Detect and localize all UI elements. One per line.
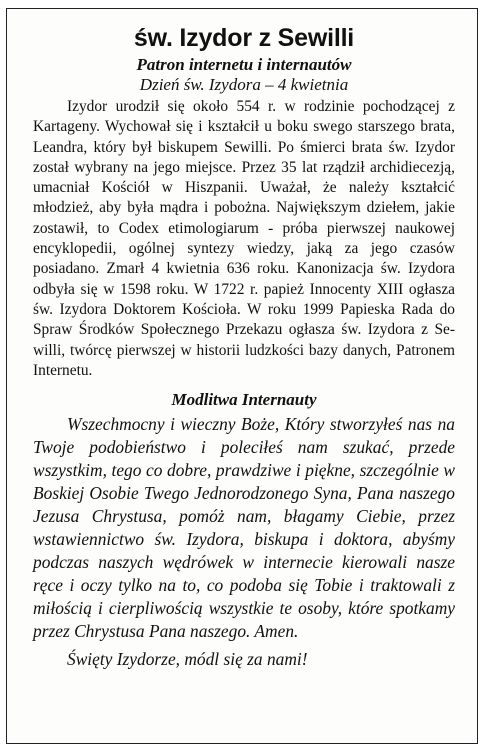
invocation-text: Święty Izydorze, módl się za nami! <box>67 649 308 670</box>
feast-day: Dzień św. Izydora – 4 kwietnia <box>139 75 349 94</box>
card-title: św. Izydor z Sewilli <box>133 24 355 52</box>
biography-paragraph: Izydor urodził się około 554 r. w rodzinie pochodzącej z Kartageny. Wychował się i kształcił u boku swego starszego brata, Leandra, który był biskupem Sewilli. Po śmierci brata św. Izydor został wybrany na jego miejsce. Przez 35 lat rządził archidiecezją, umacniał Kościół w Hiszpanii. Uważał, że należy kształcić młodzież, aby była mądra i pobożna. Największym dziełem, jakie zostawił, to Codex etimologiarum - próba pierwszej naukowej encyklopedii, ogólnej syntezy wiedzy, jaką za jego czasów posiadano. Zmarł 4 kwietnia 636 roku. Kanonizacja św. Izydora odbyła się w 1598 roku. W 1722 r. papież Innocenty XIII ogłasza św. Izydora Doktorem Kościoła. W roku 1999 Papieska Rada do Spraw Środków Społecznego Przekazu ogłasza św. Izydora z Sewilli, twórcę pierwszej w historii ludzkości bazy danych, Patronem Internetu. <box>33 98 455 379</box>
prayer-heading: Modlitwa Internauty <box>171 390 317 410</box>
prayer-text: Wszechmocny i wieczny Boże, Który stworzyłeś nas na Twoje podobieństwo i poleciłeś nam szukać, przede wszystkim, tego co dobre, prawdziwe i piękne, szczególnie w Boskiej Osobie Twego Jednorodzonego Syna, Pana naszego Jezusa Chrystusa, pomóż nam, błagamy Ciebie, przez wstawiennictwo św. Izydora, biskupa i doktora, abyśmy podczas naszych wędrówek w internecie kierowali nasze ręce i oczy tylko na to, co podoba się Tobie i traktowali z miłością i cierpliwością wszystkie te osoby, które spotkamy przez Chrystusa Pana naszego. Amen. <box>33 414 455 642</box>
prayer-card <box>6 8 478 744</box>
card-subtitle: Patron internetu i internautów <box>136 55 352 74</box>
